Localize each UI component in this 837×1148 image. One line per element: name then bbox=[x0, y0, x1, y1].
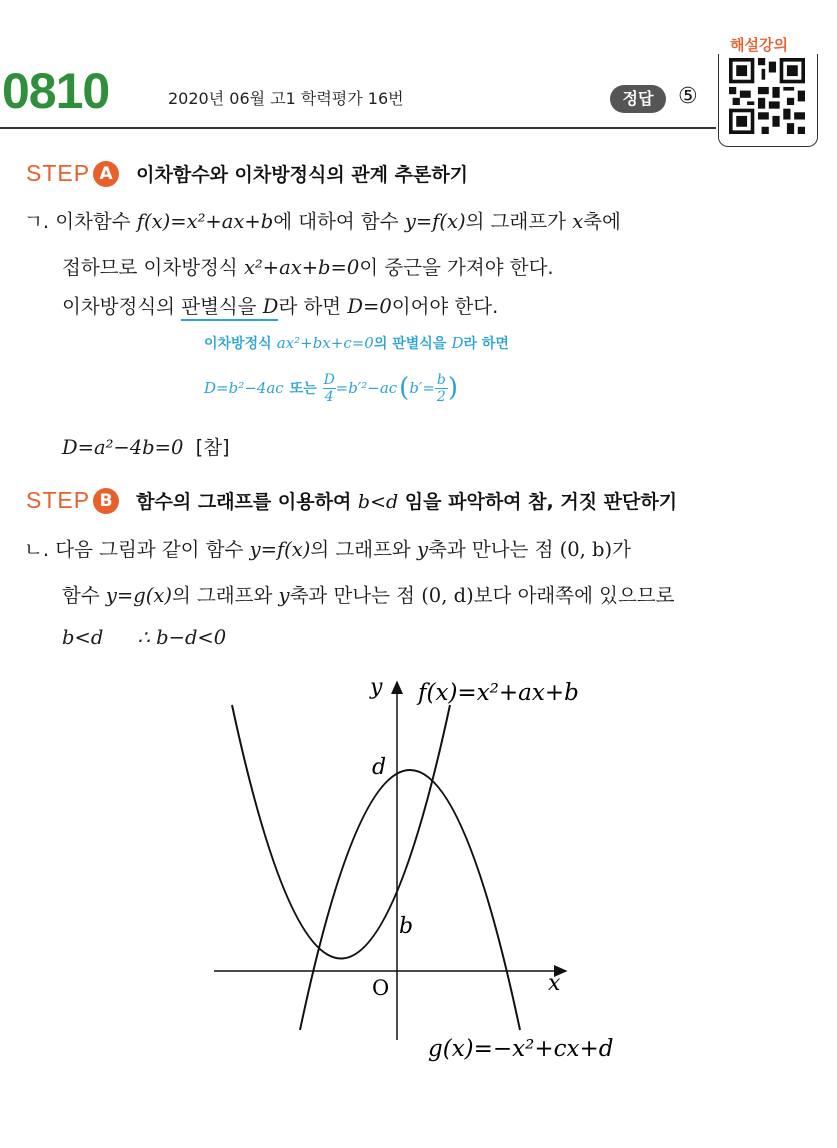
math-point: (0, b) bbox=[559, 538, 613, 561]
text: 이차방정식의 bbox=[62, 295, 176, 318]
math-eq: x²+ax+b=0 bbox=[243, 256, 360, 279]
math-x: x bbox=[572, 210, 584, 233]
x-axis-label: x bbox=[548, 971, 561, 996]
text: 의 그래프와 bbox=[171, 584, 273, 607]
math-y: y=f(x) bbox=[249, 538, 311, 561]
step-a-marker: ㄱ. bbox=[24, 210, 50, 233]
g-label: g(x)=−x²+cx+d bbox=[428, 1036, 614, 1062]
math-D: D bbox=[262, 295, 279, 318]
note-text: 라 하면 bbox=[463, 336, 509, 352]
step-b-marker: ㄴ. bbox=[24, 538, 50, 561]
math-eq: D=0 bbox=[347, 295, 392, 318]
note-text: 이차방정식 bbox=[204, 336, 272, 352]
b-label: b bbox=[399, 914, 414, 939]
text: 보다 아래쪽에 있으므로 bbox=[473, 584, 675, 607]
paren-open: ( bbox=[399, 373, 410, 403]
note-math: ax²+bx+c=0 bbox=[276, 334, 374, 352]
d-label: d bbox=[372, 755, 387, 780]
f-curve bbox=[232, 705, 450, 959]
numerator: D bbox=[323, 371, 335, 388]
note-math: =b′²−ac bbox=[335, 379, 398, 397]
math-eq: D=a²−4b=0 bbox=[62, 436, 184, 459]
note-math: D bbox=[451, 334, 464, 352]
text: 이어야 한다. bbox=[391, 295, 499, 318]
text: 접하므로 이차방정식 bbox=[62, 256, 238, 279]
math-f: f(x)=x²+ax+b bbox=[136, 210, 274, 233]
numerator: b bbox=[436, 371, 446, 388]
math: ∴ b−d<0 bbox=[137, 626, 227, 649]
text: 축과 만나는 점 bbox=[289, 584, 415, 607]
y-axis-label: y bbox=[370, 675, 383, 700]
answer-badge: 정답 bbox=[610, 85, 666, 113]
math-y: y bbox=[416, 538, 429, 561]
result-tag: [참] bbox=[195, 436, 230, 459]
step-a-letter: A bbox=[93, 161, 119, 187]
text: 가 bbox=[612, 538, 631, 561]
problem-number: 0810 bbox=[2, 63, 110, 119]
denominator: 2 bbox=[436, 388, 446, 405]
note-math: D=b²−4ac bbox=[204, 379, 284, 397]
g-curve bbox=[300, 770, 520, 1030]
text: 의 그래프와 bbox=[310, 538, 411, 561]
text: 다음 그림과 같이 함수 bbox=[55, 538, 244, 561]
text: 이 중근을 가져야 한다. bbox=[359, 256, 554, 279]
text: 이차함수 bbox=[55, 210, 131, 233]
step-a-tag: STEP bbox=[26, 160, 91, 186]
denominator: 4 bbox=[324, 388, 334, 405]
step-b-tag: STEP bbox=[26, 487, 91, 513]
paren-close: ) bbox=[447, 373, 458, 403]
note-math: b′= bbox=[409, 379, 435, 397]
text: 축과 만나는 점 bbox=[428, 538, 554, 561]
step-b-letter: B bbox=[93, 488, 119, 514]
origin-label: O bbox=[372, 976, 390, 1000]
text: 판별식을 bbox=[181, 295, 257, 318]
math: b<d bbox=[62, 626, 104, 649]
math: b<d bbox=[357, 491, 399, 513]
problem-source: 2020년 06월 고1 학력평가 16번 bbox=[168, 89, 404, 108]
math-y: y bbox=[278, 584, 290, 607]
answer-value: ⑤ bbox=[678, 84, 698, 109]
text: 함수의 그래프를 이용하여 bbox=[136, 491, 352, 513]
step-a-title: 이차함수와 이차방정식의 관계 추론하기 bbox=[136, 164, 469, 186]
math-y: y=g(x) bbox=[105, 584, 172, 607]
text: 축에 bbox=[583, 210, 621, 233]
note-text: 의 판별식을 bbox=[373, 336, 447, 352]
text: 의 그래프가 bbox=[465, 210, 566, 233]
text: 함수 bbox=[62, 584, 100, 607]
text: 에 대하여 함수 bbox=[273, 210, 399, 233]
note-text: 또는 bbox=[289, 381, 317, 397]
lecture-label: 해설강의 bbox=[730, 36, 788, 54]
f-label: f(x)=x²+ax+b bbox=[418, 680, 579, 706]
text: 라 하면 bbox=[278, 295, 342, 318]
text: 임을 파악하여 참, 거짓 판단하기 bbox=[404, 491, 678, 513]
math-y: y=f(x) bbox=[404, 210, 466, 233]
math-point: (0, d) bbox=[421, 584, 474, 607]
